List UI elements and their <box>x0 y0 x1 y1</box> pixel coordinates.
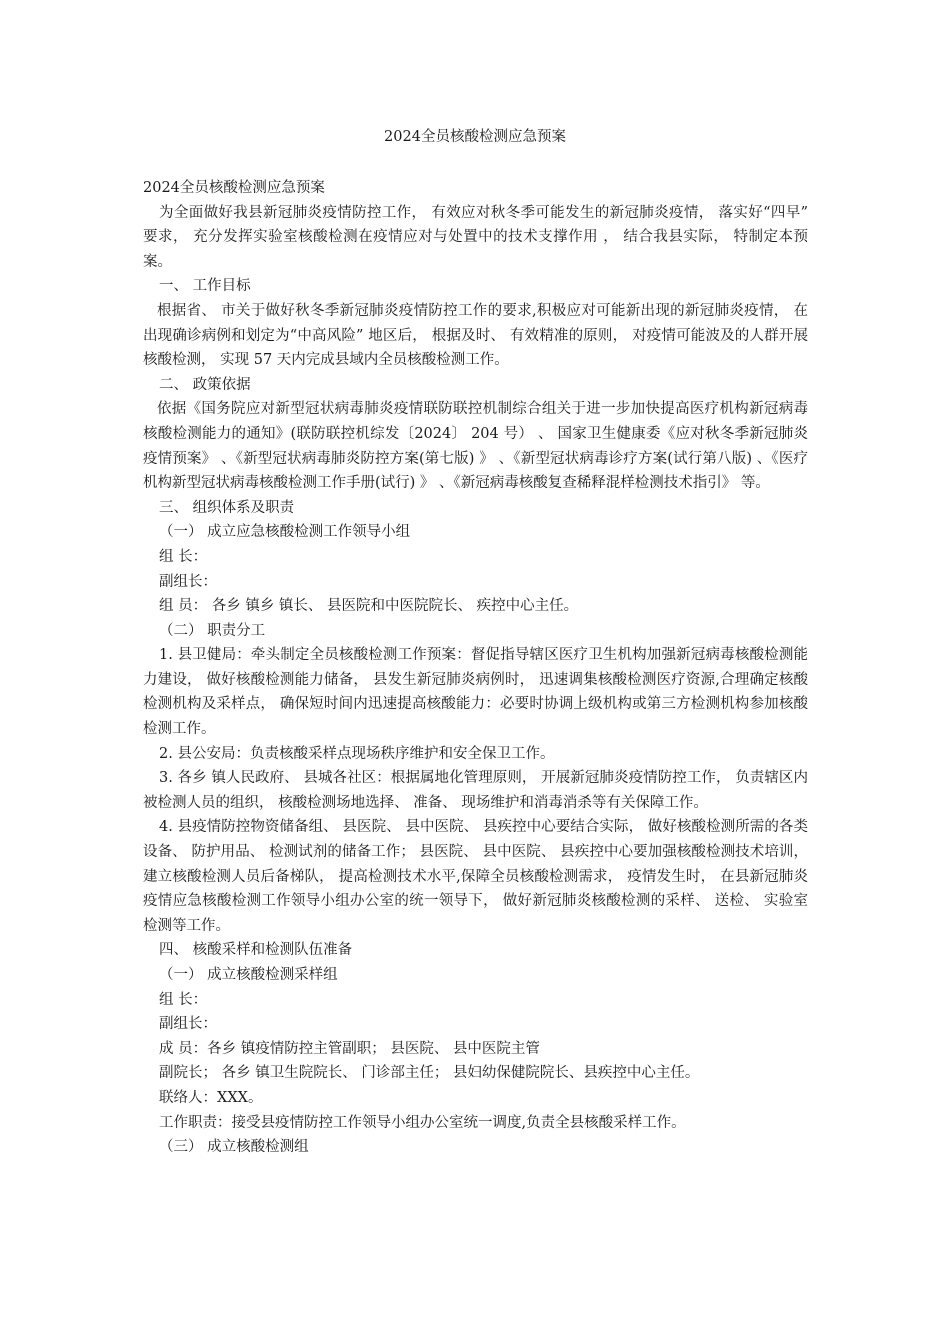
paragraph: 四、 核酸采样和检测队伍准备 <box>159 942 353 959</box>
paragraph: 组 员： 各乡 镇乡 镇长、 县医院和中医院院长、 疾控中心主任。 <box>159 598 579 615</box>
paragraph: （一） 成立核酸检测采样组 <box>159 967 338 983</box>
paragraph: 2. 县公安局：负责核酸采样点现场秩序维护和安全保卫工作。 <box>159 745 555 762</box>
paragraph: （二） 职责分工 <box>159 622 266 639</box>
paragraph: 2024全员核酸检测应急预案 <box>143 180 325 196</box>
paragraph: 根据省、 市关于做好秋冬季新冠肺炎疫情防控工作的要求,积极应对可能新出现的新冠肺炎疫情， 在出现确诊病例和划定为“中高风险” 地区后， 根据及时、 有效精准的原则， 对疫情可能波及的人群开展核酸检测， 实现 57 天内完成县域内全员核酸检测工作。 <box>143 302 808 369</box>
paragraph: 副组长： <box>159 1016 217 1033</box>
paragraph: 依据《国务院应对新型冠状病毒肺炎疫情联防联控机制综合组关于进一步加快提高医疗机构新冠病毒核酸检测能力的通知》(联防联控机综发〔2024〕 204 号） 、 国家卫生健康委《应对秋冬季新冠肺炎疫情预案》 、《新型冠状病毒肺炎防控方案(第七版) 》 、《新型冠状病毒诊疗方案(试行第八版) 、《医疗机构新型冠状病毒核酸检测工作手册(试行) 》 、《新冠病毒核酸复查稀释混样检测技术指引》 等。 <box>143 401 808 492</box>
paragraph: （一） 成立应急核酸检测工作领导小组 <box>159 524 411 541</box>
paragraph: 组 长： <box>159 991 208 1008</box>
paragraph: 1. 县卫健局：牵头制定全员核酸检测工作预案：督促指导辖区医疗卫生机构加强新冠病毒核酸检测能力建设， 做好核酸检测能力储备， 县发生新冠肺炎病例时， 迅速调集核酸检测医疗资源,合理确定核酸检测机构及采样点， 确保短时间内迅速提高核酸能力：必要时协调上级机构或第三方检测机构参加核酸检测工作。 <box>143 647 808 738</box>
paragraph: 副院长； 各乡 镇卫生院院长、 门诊部主任； 县妇幼保健院院长、县疾控中心主任。 <box>159 1065 700 1082</box>
paragraph: 成 员：各乡 镇疫情防控主管副职； 县医院、 县中医院主管 <box>159 1040 540 1057</box>
paragraph: 三、 组织体系及职责 <box>159 499 295 516</box>
paragraph: （三） 成立核酸检测组 <box>159 1139 309 1156</box>
paragraph: 二、 政策依据 <box>159 376 251 393</box>
paragraph: 4. 县疫情防控物资储备组、 县医院、 县中医院、 县疾控中心要结合实际， 做好核酸检测所需的各类设备、 防护用品、 检测试剂的储备工作； 县医院、 县中医院、 县疾控中心要加强核酸检测技术培训， 建立核酸检测人员后备梯队， 提高检测技术水平,保障全员核酸检测需求， 疫情发生时， 在县新冠肺炎疫情应急核酸检测工作领导小组办公室的统一领导下， 做好新冠肺炎核酸检测的采样、 送检、 实验室检测等工作。 <box>143 819 808 934</box>
paragraph: 3. 各乡 镇人民政府、 县城各社区：根据属地化管理原则， 开展新冠肺炎疫情防控工作， 负责辖区内被检测人员的组织， 核酸检测场地选择、 准备、 现场维护和消毒消杀等有关保障工作。 <box>143 770 808 811</box>
document-body <box>143 176 808 1160</box>
document-title: 2024全员核酸检测应急预案 <box>384 129 566 145</box>
paragraph: 为全面做好我县新冠肺炎疫情防控工作， 有效应对秋冬季可能发生的新冠肺炎疫情， 落实好“四早” 要求， 充分发挥实验室核酸检测在疫情应对与处置中的技术支撑作用 ， 结合我县实际， 特制定本预案。 <box>143 204 808 270</box>
paragraph: 一、 工作目标 <box>159 278 251 295</box>
paragraph: 工作职责：接受县疫情防控工作领导小组办公室统一调度,负责全县核酸采样工作。 <box>159 1114 686 1131</box>
paragraph: 联络人：XXX。 <box>159 1089 263 1106</box>
paragraph: 组 长： <box>159 548 208 565</box>
paragraph: 副组长： <box>159 573 217 590</box>
